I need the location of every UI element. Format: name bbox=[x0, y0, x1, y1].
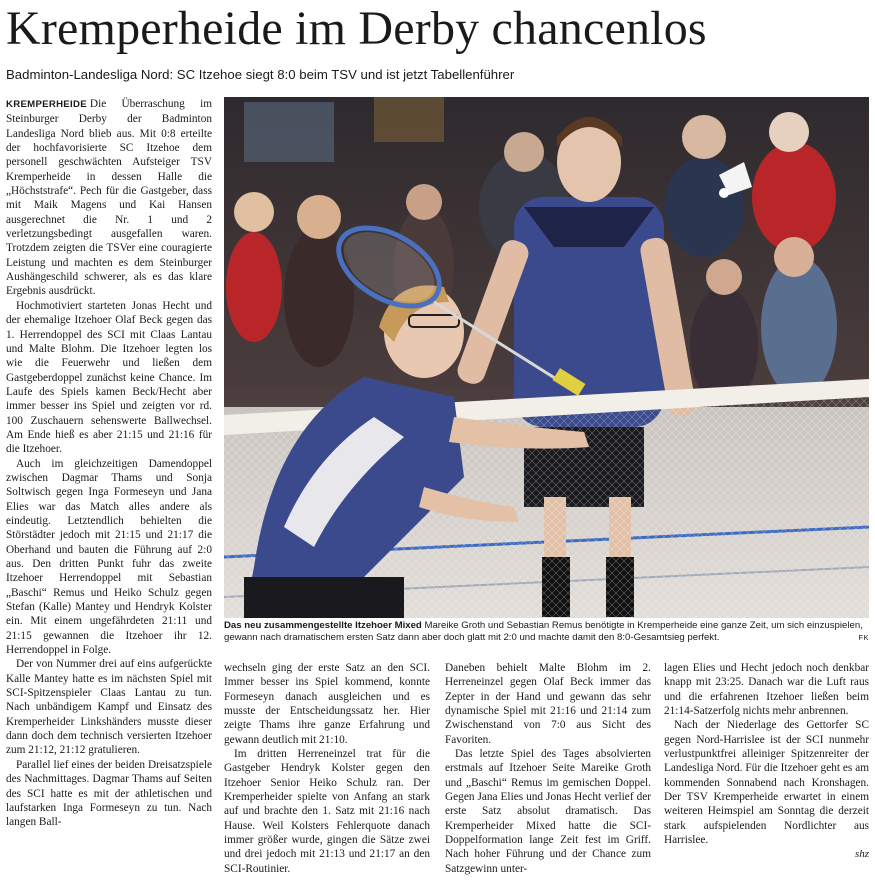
subheadline: Badminton-Landesliga Nord: SC Itzehoe siegt 8:0 beim TSV und ist jetzt Tabellenführer bbox=[6, 67, 515, 82]
paragraph: Auch im gleichzeitigen Damendoppel zwischen Dagmar Thams und Sonja Soltwisch gegen Inga Formeseyn und Jana Elies war das Match alles andere als eindeutig. Letztendlich behielten die Störstädter jedoch mit 21:15 und 21:17 die Oberhand und bauten die Führung auf 2:0 aus. Den dritten Punkt fuhr das zweite Itzehoer Herrendoppel mit Sebastian „Baschi“ Remus und Heiko Schulz gegen Stefan (Kalle) Mantey und Hendryk Kolster ein. Mit einem ungefährdeten 21:11 und 21:15 gewannen die Itzehoer ihr 12. Herrendoppel in Folge. bbox=[6, 457, 212, 657]
photo-caption bbox=[224, 620, 869, 644]
paragraph: Nach der Niederlage des Gettorfer SC gegen Nord-Harrislee ist der SCI nunmehr verlustpunktfrei alleiniger Spitzenreiter der Landesliga Nord. Für die Itzehoer geht es am kommenden Sonnabend nach Kronshagen. Der TSV Kremperheide erwartet in einem weiteren Heimspiel am Sonntag die derzeit stark aufspielenden Nordlichter aus Harrislee. bbox=[664, 719, 869, 847]
article-column-4 bbox=[664, 661, 869, 862]
paragraph: Im dritten Herreneinzel trat für die Gastgeber Hendryk Kolster gegen den Itzehoer Senior Heiko Schulz ran. Der Kremperheider spielte von Anfang an stark auf und brachte den 1. Satz mit 21:16 nach Hause. Weil Kolsters Fehlerquote danach immer größer wurde, gingen die Sätze zwei und drei jedoch mit 21:13 und 21:17 an den SCI-Routinier. bbox=[224, 748, 430, 875]
photo-credit: FK bbox=[858, 633, 869, 643]
article-column-1 bbox=[6, 97, 212, 830]
paragraph: KREMPERHEIDE Die Überraschung im Steinburger Derby der Badminton Landesliga Nord blieb aus. Mit 0:8 erteilte der hochfavorisierte SC Itzehoe dem personell geschwächten Aufsteiger TSV Kremperheide in dessen Halle die „Höchststrafe“. Pech für die Gastgeber, dass mit Maik Magens und Kai Hansen ausgerechnet die Nr. 1 und 2 verletzungsbedingt ausgefallen waren. Trotzdem zeigten die TSVer eine couragierte Leistung und machten es dem Steinburger Aushängeschild schwerer, als es das klare Ergebnis ausdrückt. bbox=[6, 98, 212, 298]
paragraph: Das letzte Spiel des Tages absolvierten erstmals auf Itzehoer Seite Mareike Groth und „Baschi“ Remus im gemischen Doppel. Gegen Jana Elies und Jonas Hecht verlief der erste Satz absolut dramatisch. Das Kremperheider Mixed hatte die SCI-Doppelformation lange Zeit fest im Griff. Nach hoher Führung und der Chance zum Satzgewinn unter- bbox=[445, 748, 651, 875]
paragraph: Hochmotiviert starteten Jonas Hecht und der ehemalige Itzehoer Olaf Beck gegen das 1. Herrendoppel des SCI mit Claas Lantau und Malte Blohm. Die Itzehoer legten los wie die Feuerwehr und ließen dem Gastgeberdoppel zunächst keine Chance. Im Laufe des Spiels kamen Beck/Hecht aber immer besser ins Spiel und zeigten vor rd. 100 Zuschauern sehenswerte Ballwechsel. Am Ende hieß es aber 21:15 und 21:16 für die Itzehoer. bbox=[6, 299, 212, 456]
dateline: KREMPERHEIDE bbox=[6, 99, 87, 110]
paragraph: lagen Elies und Hecht jedoch noch denkbar knapp mit 23:25. Danach war die Luft raus und die erfahrenen Itzehoer ließen beim 21:14-Satzerfolg nichts mehr anbrennen. bbox=[664, 662, 869, 718]
paragraph: Daneben behielt Malte Blohm im 2. Herreneinzel gegen Olaf Beck immer das Zepter in der Hand und gewann das sehr dynamische Spiel mit 21:16 und 21:14 zum Zwischenstand von 7:0 aus Sicht des Favoriten. bbox=[445, 662, 651, 746]
author-signature: shz bbox=[854, 848, 869, 861]
headline: Kremperheide im Derby chancenlos bbox=[6, 2, 707, 55]
article-column-3 bbox=[445, 661, 651, 876]
paragraph: Parallel lief eines der beiden Dreisatzspiele des Nachmittages. Dagmar Thams auf Seiten des SCI hatte es mit der athletischen und laufstarken Inga Formeseyn zu tun. Nach langen Ball- bbox=[6, 758, 212, 829]
caption-text: Mareike Groth und Sebastian Remus benötigte in Kremperheide eine ganze Zeit, um sich einzuspielen, gewann nach dramatischem ersten Satz dann aber doch glatt mit 2:0 und machte damit den 8:0-Gesamtsieg perfekt. bbox=[224, 620, 863, 644]
article-photo bbox=[224, 97, 869, 618]
badminton-mixed-photo bbox=[224, 97, 869, 618]
paragraph: Der von Nummer drei auf eins aufgerückte Kalle Mantey hatte es im nächsten Spiel mit SCI-Spitzenspieler Claas Lantau zu tun. Nach unbändigem Kampf und Einsatz des Kremperheider Linkshänders musste dieser dann doch dem technisch versierten Itzehoer zum 21:12, 21:12 gratulieren. bbox=[6, 658, 212, 757]
caption-lead: Das neu zusammengestellte Itzehoer Mixed bbox=[224, 620, 422, 631]
article-column-2 bbox=[224, 661, 430, 876]
paragraph: wechseln ging der erste Satz an den SCI. Immer besser ins Spiel kommend, konnte Formeseyn danach ausgleichen und es musste der Entscheidungssatz her. Hier zeigte Thams ihre ganze Erfahrung und gewann deutlich mit 21:10. bbox=[224, 662, 430, 746]
